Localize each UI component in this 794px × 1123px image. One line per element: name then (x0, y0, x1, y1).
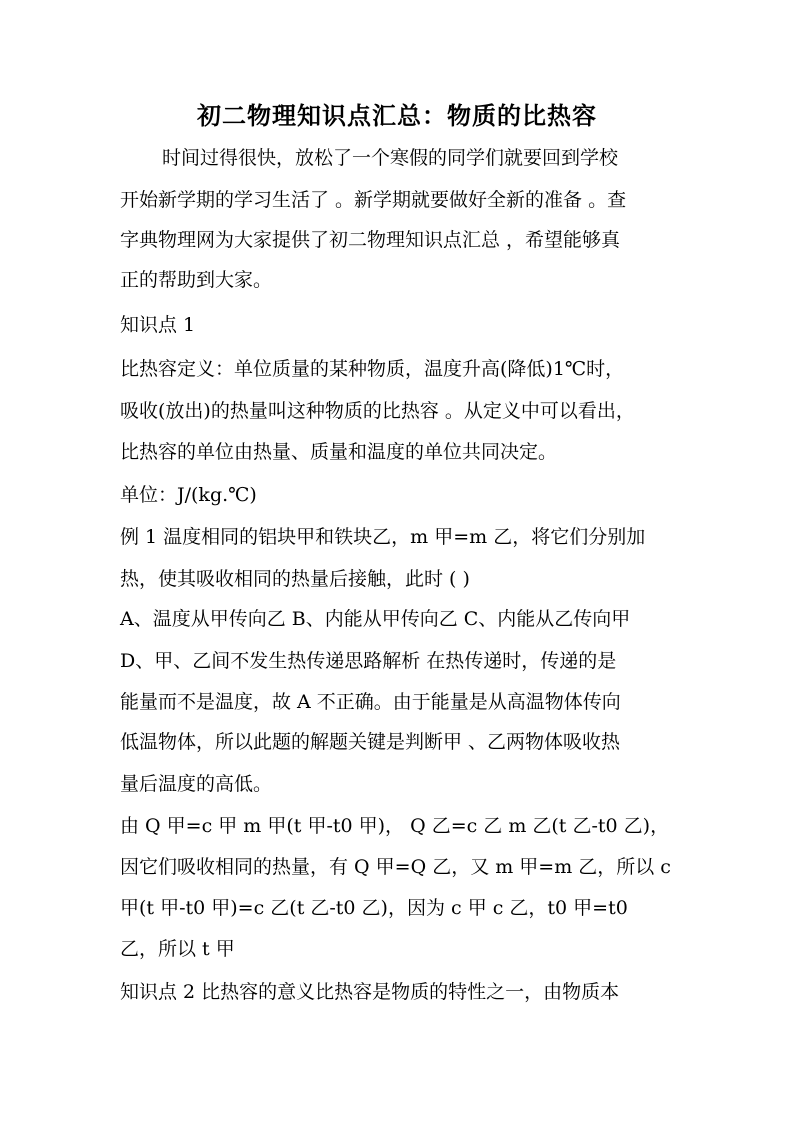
formula-line: 由 Q 甲=c 甲 m 甲(t 甲-t0 甲)， Q 乙=c 乙 m 乙(t 乙-t0 乙)， (120, 815, 670, 837)
document-title: 初二物理知识点汇总：物质的比热容 (197, 101, 597, 130)
section-heading: 知识点 2 比热容的意义比热容是物质的特性之一，由物质本 (120, 981, 620, 1003)
paragraph-line: 开始新学期的学习生活了 。新学期就要做好全新的准备 。查 (120, 189, 627, 211)
formula-line: 甲(t 甲-t0 甲)=c 乙(t 乙-t0 乙)，因为 c 甲 c 乙，t0 甲=t0 (120, 897, 628, 919)
paragraph-line: 字典物理网为大家提供了初二物理知识点汇总 ，希望能够真 (120, 229, 621, 251)
example-line: 热，使其吸收相同的热量后接触，此时 ( ) (120, 568, 470, 590)
paragraph-line: 吸收(放出)的热量叫这种物质的比热容 。从定义中可以看出， (120, 400, 635, 422)
formula-line: 乙，所以 t 甲 (120, 938, 235, 960)
paragraph-line: 时间过得很快，放松了一个寒假的同学们就要回到学校 (162, 147, 619, 169)
analysis-line: 能量而不是温度，故 A 不正确。由于能量是从高温物体传向 (120, 691, 621, 713)
analysis-line: D、甲、乙间不发生热传递思路解析 在热传递时，传递的是 (120, 650, 617, 672)
analysis-line: 低温物体，所以此题的解题关键是判断甲 、乙两物体吸收热 (120, 731, 621, 753)
section-heading: 知识点 1 (120, 314, 196, 336)
unit-line: 单位：J/(kg.℃) (120, 484, 257, 506)
example-line: 例 1 温度相同的铝块甲和铁块乙，m 甲=m 乙，将它们分别加 (120, 526, 646, 548)
formula-line: 因它们吸收相同的热量，有 Q 甲=Q 乙，又 m 甲=m 乙，所以 c (120, 856, 671, 878)
options-line: A、温度从甲传向乙 B、内能从甲传向乙 C、内能从乙传向甲 (120, 608, 631, 630)
paragraph-line: 比热容的单位由热量、质量和温度的单位共同决定。 (120, 441, 558, 463)
paragraph-line: 正的帮助到大家。 (120, 269, 273, 291)
analysis-line: 量后温度的高低。 (120, 773, 273, 795)
paragraph-line: 比热容定义：单位质量的某种物质，温度升高(降低)1℃时， (120, 358, 625, 380)
